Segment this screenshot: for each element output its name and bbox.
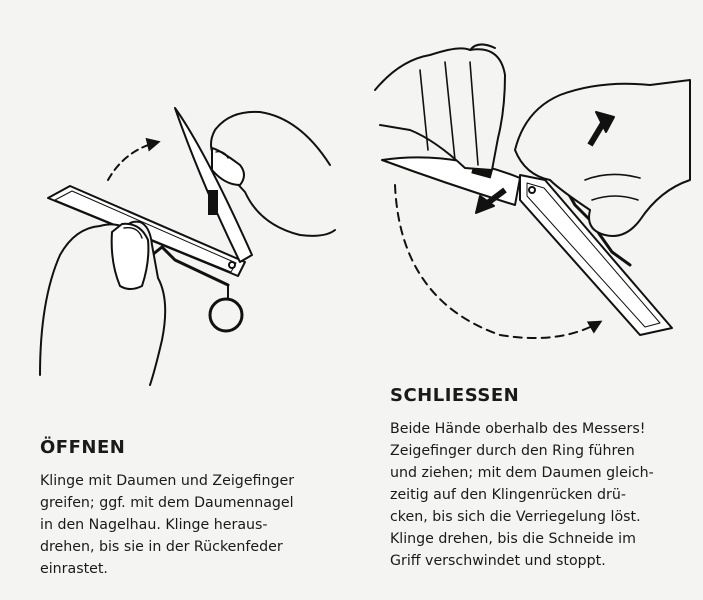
section-open-title: ÖFFNEN bbox=[40, 437, 126, 458]
text-line: Beide Hände oberhalb des Messers! bbox=[390, 421, 646, 437]
rotation-arrow-open bbox=[108, 142, 158, 180]
section-open bbox=[40, 437, 340, 580]
text-line: einrastet. bbox=[40, 561, 108, 577]
text-line: drehen, bis sie in der Rückenfeder bbox=[40, 539, 283, 555]
section-close-text bbox=[390, 418, 690, 572]
text-line: Klinge drehen, bis die Schneide im bbox=[390, 531, 636, 547]
section-close bbox=[390, 385, 690, 572]
text-line: cken, bis sich die Verriegelung löst. bbox=[390, 509, 641, 525]
knife-closing-illustration bbox=[375, 44, 690, 338]
text-line: in den Nagelhau. Klinge heraus- bbox=[40, 517, 268, 533]
text-line: Klinge mit Daumen und Zeigefinger bbox=[40, 473, 295, 489]
knife-opening-illustration bbox=[40, 108, 335, 385]
section-close-title: SCHLIESSEN bbox=[390, 385, 520, 406]
text-line: greifen; ggf. mit dem Daumennagel bbox=[40, 495, 294, 511]
text-line: zeitig auf den Klingenrücken drü- bbox=[390, 487, 626, 503]
text-line: Griff verschwindet und stoppt. bbox=[390, 553, 606, 569]
text-line: Zeigefinger durch den Ring führen bbox=[390, 443, 635, 459]
left-hand-close bbox=[375, 48, 505, 170]
text-line: und ziehen; mit dem Daumen gleich- bbox=[390, 465, 654, 481]
pull-ring-open bbox=[210, 299, 242, 331]
section-open-text bbox=[40, 470, 340, 580]
